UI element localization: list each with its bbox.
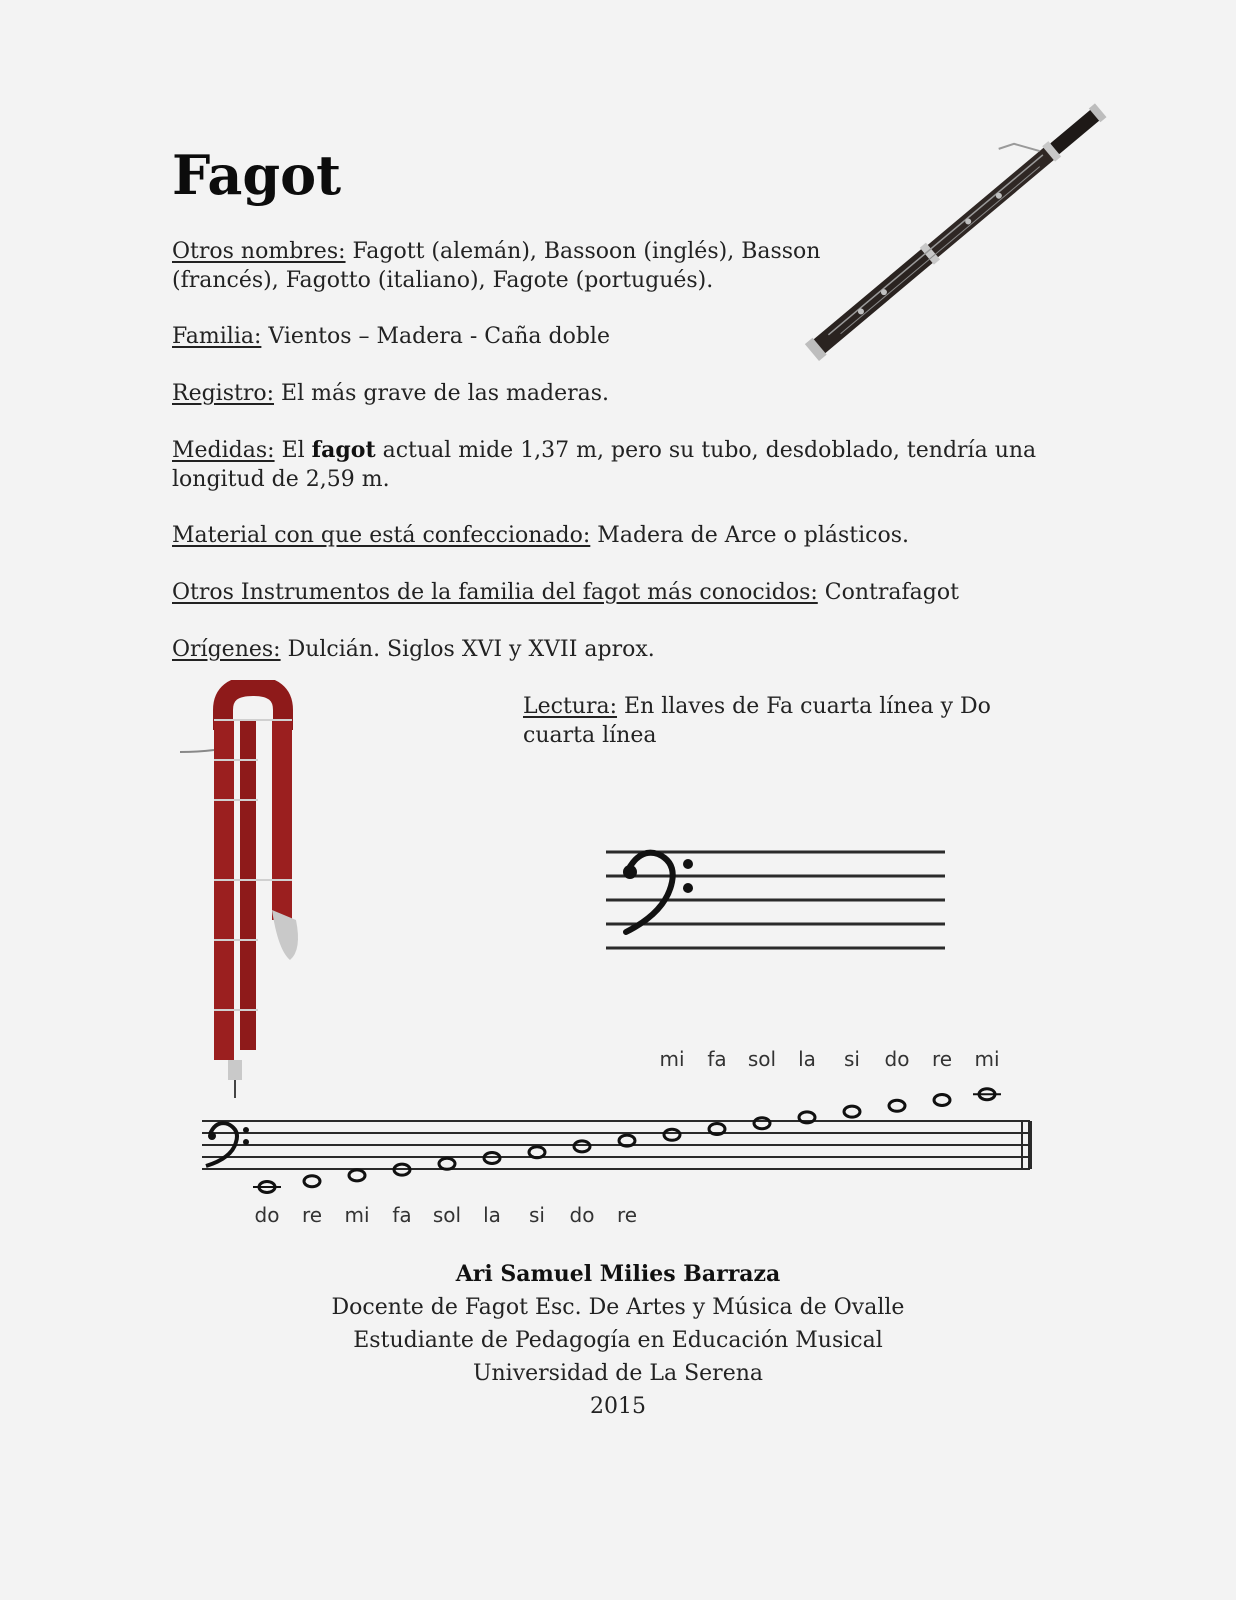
- whole-note: [349, 1170, 365, 1181]
- author-name: Ari Samuel Milies Barraza: [455, 1261, 781, 1287]
- note-label-lower: re: [301, 1203, 323, 1227]
- whole-note: [709, 1124, 725, 1135]
- field-registro: [172, 379, 609, 408]
- note-label-lower: mi: [344, 1203, 370, 1227]
- scale-notes: [253, 1089, 1001, 1193]
- field-value: El más grave de las maderas.: [274, 381, 610, 406]
- whole-note: [754, 1118, 770, 1129]
- field-label: Lectura:: [523, 694, 618, 719]
- field-value: Fagott (alemán), Bassoon (inglés), Basson (francés), Fagotto (italiano), Fagote (portugués).: [172, 239, 821, 293]
- field-lectura: [523, 692, 1043, 750]
- field-value: Vientos – Madera - Caña doble: [261, 324, 610, 349]
- whole-note: [484, 1153, 500, 1164]
- whole-note: [664, 1129, 680, 1140]
- field-label: Familia:: [172, 324, 262, 349]
- field-label: Registro:: [172, 381, 275, 406]
- field-label: Material con que está confeccionado:: [172, 523, 591, 548]
- whole-note: [439, 1158, 455, 1169]
- field-origenes: [172, 635, 655, 664]
- whole-note: [394, 1164, 410, 1175]
- note-label-upper: fa: [707, 1047, 727, 1071]
- page-title: Fagot: [172, 143, 342, 207]
- whole-note: [529, 1147, 545, 1158]
- field-value: Contrafagot: [817, 580, 959, 605]
- field-label: Otros Instrumentos de la familia del fagot más conocidos:: [172, 580, 818, 605]
- field-label: Orígenes:: [172, 637, 281, 662]
- field-familia: [172, 322, 610, 351]
- field-label: Otros nombres:: [172, 239, 346, 264]
- note-label-lower: la: [483, 1203, 501, 1227]
- field-value-bold: fagot: [311, 437, 376, 463]
- scale-clef-icon: [206, 1123, 249, 1166]
- note-label-upper: mi: [974, 1047, 1000, 1071]
- author-credits: [218, 1258, 1018, 1423]
- note-label-upper: la: [798, 1047, 816, 1071]
- bass-clef-staff: [600, 840, 950, 970]
- whole-note: [304, 1176, 320, 1187]
- note-label-lower: fa: [392, 1203, 412, 1227]
- field-otros-nombres: [172, 237, 872, 295]
- field-value: En llaves de Fa cuarta línea y Do cuarta línea: [523, 694, 991, 748]
- field-value-pre: El: [274, 438, 312, 463]
- field-material: [172, 521, 909, 550]
- author-studies: Estudiante de Pedagogía en Educación Musical: [353, 1328, 883, 1353]
- note-label-upper: si: [844, 1047, 860, 1071]
- bassoon-illustration: [800, 80, 1140, 370]
- field-otros-instrumentos: [172, 578, 959, 607]
- note-label-lower: do: [569, 1203, 595, 1227]
- whole-note: [844, 1106, 860, 1117]
- whole-note: [259, 1182, 275, 1193]
- whole-note: [574, 1141, 590, 1152]
- whole-note: [934, 1095, 950, 1106]
- contrabassoon-illustration: [178, 680, 308, 1100]
- note-label-lower: si: [529, 1203, 545, 1227]
- note-label-lower: sol: [432, 1203, 462, 1227]
- whole-note: [799, 1112, 815, 1123]
- field-value: Dulcián. Siglos XVI y XVII aprox.: [280, 637, 655, 662]
- note-label-lower: do: [254, 1203, 280, 1227]
- bass-clef-icon: [623, 853, 693, 932]
- note-label-upper: sol: [747, 1047, 777, 1071]
- field-label: Medidas:: [172, 438, 275, 463]
- field-medidas: [172, 436, 1052, 494]
- whole-note: [979, 1089, 995, 1100]
- scale-lower-labels: [255, 1203, 638, 1227]
- field-value-post: actual mide 1,37 m, pero su tubo, desdoblado, tendría una longitud de 2,59 m.: [172, 438, 1037, 492]
- author-year: 2015: [590, 1394, 646, 1419]
- whole-note: [619, 1135, 635, 1146]
- note-label-upper: mi: [659, 1047, 685, 1071]
- note-label-upper: re: [931, 1047, 953, 1071]
- note-label-upper: do: [884, 1047, 910, 1071]
- scale-upper-labels: [659, 1047, 999, 1071]
- author-university: Universidad de La Serena: [472, 1361, 764, 1386]
- author-role: Docente de Fagot Esc. De Artes y Música de Ovalle: [331, 1295, 905, 1320]
- field-value: Madera de Arce o plásticos.: [590, 523, 910, 548]
- whole-note: [889, 1100, 905, 1111]
- note-label-lower: re: [616, 1203, 638, 1227]
